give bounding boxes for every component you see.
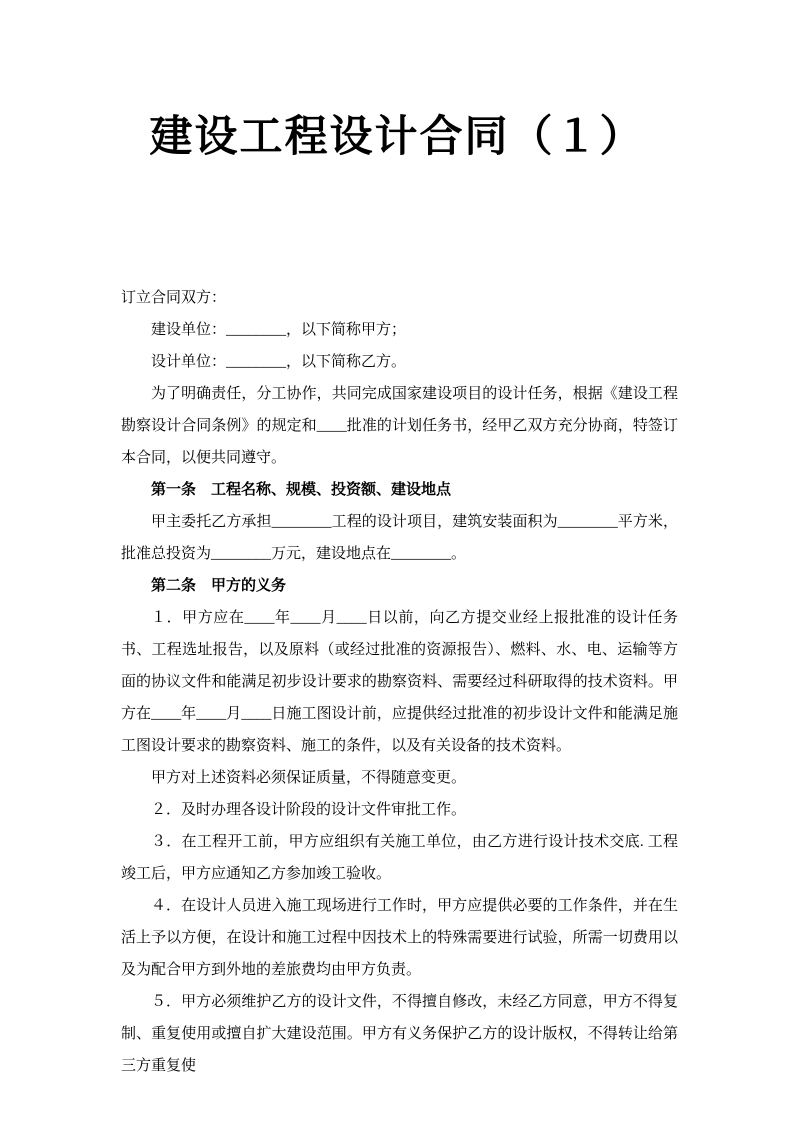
paragraph-article-2-item-1: １．甲方应在____年____月____日以前，向乙方提交业经上报批准的设计任务书、工程选址报告，以及原料（或经过批准的资源报告）、燃料、水、电、运输等方面的协议文件和能满足初步设计要求的勘察资料、需要经过科研取得的技术资料。甲方在____年____月____日施工图设计前，应提供经过批准的初步设计文件和能满足施工图设计要求的勘察资料、施工的条件，以及有关设备的技术资料。 <box>121 610 678 754</box>
paragraph-article-2-item-1-note: 甲方对上述资料必须保证质量，不得随意变更。 <box>151 770 467 786</box>
heading-article-1: 第一条 工程名称、规模、投资额、建设地点 <box>151 482 452 498</box>
paragraph-design-unit: 设计单位：________，以下简称乙方。 <box>151 354 407 370</box>
paragraph-article-2-item-4: ４．在设计人员进入施工现场进行工作时，甲方应提供必要的工作条件，并在生活上予以方便，在设计和施工过程中因技术上的特殊需要进行试验，所需一切费用以及为配合甲方到外地的差旅费均由甲方负责。 <box>121 898 678 978</box>
paragraph-article-1-body: 甲主委托乙方承担________工程的设计项目，建筑安装面积为________平方米，批准总投资为________万元，建设地点在________。 <box>121 514 678 562</box>
document-title: 建设工程设计合同（１） <box>149 114 645 161</box>
heading-article-2: 第二条 甲方的义务 <box>151 578 287 594</box>
paragraph-preamble: 为了明确责任，分工协作，共同完成国家建设项目的设计任务，根据《建设工程勘察设计合同条例》的规定和____批准的计划任务书，经甲乙双方充分协商，特签订本合同，以便共同遵守。 <box>121 386 678 466</box>
paragraph-article-2-item-3: ３．在工程开工前，甲方应组织有关施工单位，由乙方进行设计技术交底. 工程竣工后，甲方应通知乙方参加竣工验收。 <box>121 834 678 882</box>
paragraph-article-2-item-5: ５．甲方必须维护乙方的设计文件，不得擅自修改，未经乙方同意，甲方不得复制、重复使用或擅自扩大建设范围。甲方有义务保护乙方的设计版权，不得转让给第三方重复使 <box>121 994 678 1074</box>
paragraph-article-2-item-2: ２．及时办理各设计阶段的设计文件审批工作。 <box>151 802 467 818</box>
paragraph-parties-intro: 订立合同双方： <box>121 290 227 306</box>
document-body <box>121 282 678 1082</box>
paragraph-construction-unit: 建设单位：________，以下简称甲方； <box>151 322 407 338</box>
